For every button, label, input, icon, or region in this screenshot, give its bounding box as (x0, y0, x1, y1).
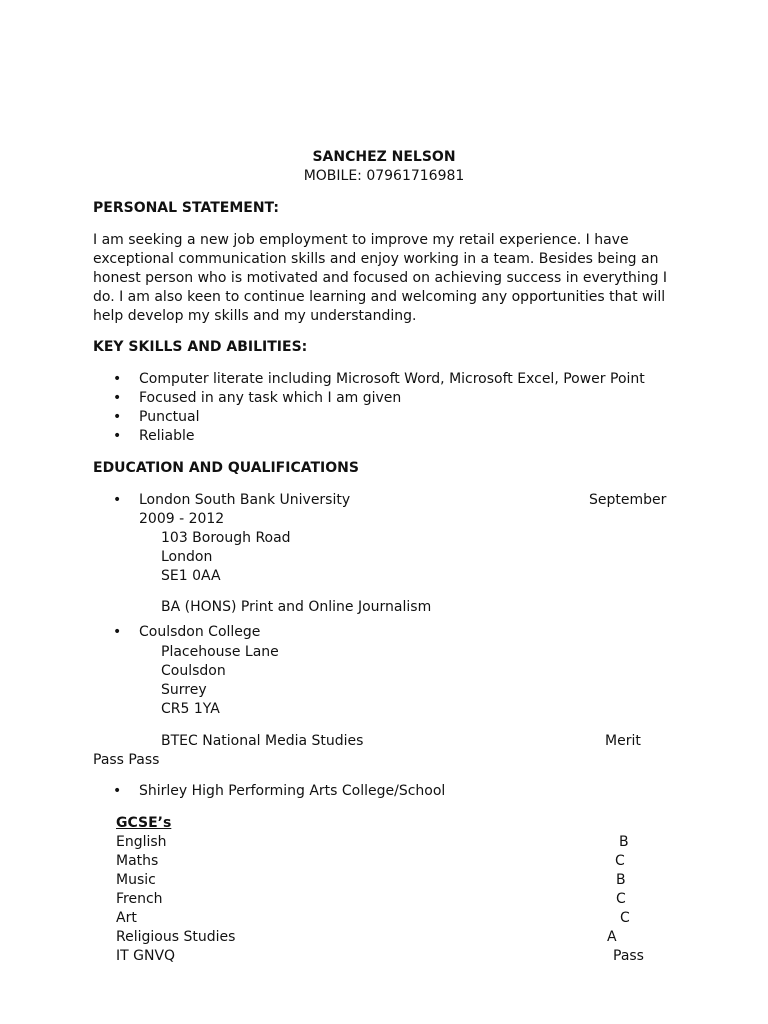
address-line: London (161, 549, 213, 565)
bullet-icon: • (113, 492, 122, 508)
gcse-grade: C (616, 891, 626, 907)
bullet-icon: • (113, 624, 122, 640)
address-line: Placehouse Lane (161, 644, 279, 660)
school-date-start: September (589, 492, 667, 508)
gcse-grade: A (607, 929, 617, 945)
grade-continued: Pass Pass (93, 752, 160, 768)
mobile-number: MOBILE: 07961716981 (303, 168, 465, 184)
personal-statement-heading: PERSONAL STATEMENT: (93, 200, 279, 216)
bullet-icon: • (113, 390, 122, 406)
gcse-grade: B (619, 834, 629, 850)
candidate-name: SANCHEZ NELSON (312, 149, 456, 165)
qualification: BA (HONS) Print and Online Journalism (161, 599, 432, 615)
personal-statement-body: I am seeking a new job employment to improve my retail experience. I have exceptional communication skills and enjoy working in a team. Besides being an honest person who is motivated and focused on achieving success in everything I do. I am also keen to continue learning and welcoming any opportunities that will help develop my skills and my understanding. (93, 232, 668, 324)
gcse-subject: IT GNVQ (116, 948, 176, 964)
skill-item: Computer literate including Microsoft Word, Microsoft Excel, Power Point (139, 371, 645, 387)
qualification: BTEC National Media Studies (161, 733, 364, 749)
gcse-subject: English (116, 834, 167, 850)
address-line: Surrey (161, 682, 207, 698)
bullet-icon: • (113, 783, 122, 799)
gcse-subject: Maths (116, 853, 159, 869)
school-name: Shirley High Performing Arts College/School (139, 783, 446, 799)
bullet-icon: • (113, 428, 122, 444)
grade: Merit (605, 733, 641, 749)
gcse-subject: Music (116, 872, 156, 888)
key-skills-heading: KEY SKILLS AND ABILITIES: (93, 339, 308, 355)
address-line: Coulsdon (161, 663, 226, 679)
gcse-grade: C (615, 853, 625, 869)
address-line: 103 Borough Road (161, 530, 291, 546)
skill-item: Reliable (139, 428, 195, 444)
school-date-range: 2009 - 2012 (139, 511, 225, 527)
bullet-icon: • (113, 409, 122, 425)
gcse-subject: French (116, 891, 163, 907)
address-line: CR5 1YA (161, 701, 220, 717)
address-line: SE1 0AA (161, 568, 221, 584)
school-name: London South Bank University (139, 492, 351, 508)
gcse-grade: Pass (613, 948, 644, 964)
skill-item: Punctual (139, 409, 200, 425)
education-heading: EDUCATION AND QUALIFICATIONS (93, 460, 359, 476)
bullet-icon: • (113, 371, 122, 387)
gcse-grade: B (616, 872, 626, 888)
gcse-subject: Religious Studies (116, 929, 236, 945)
skill-item: Focused in any task which I am given (139, 390, 402, 406)
gcse-heading: GCSE’s (116, 815, 172, 831)
gcse-subject: Art (116, 910, 137, 926)
school-name: Coulsdon College (139, 624, 261, 640)
gcse-grade: C (620, 910, 630, 926)
